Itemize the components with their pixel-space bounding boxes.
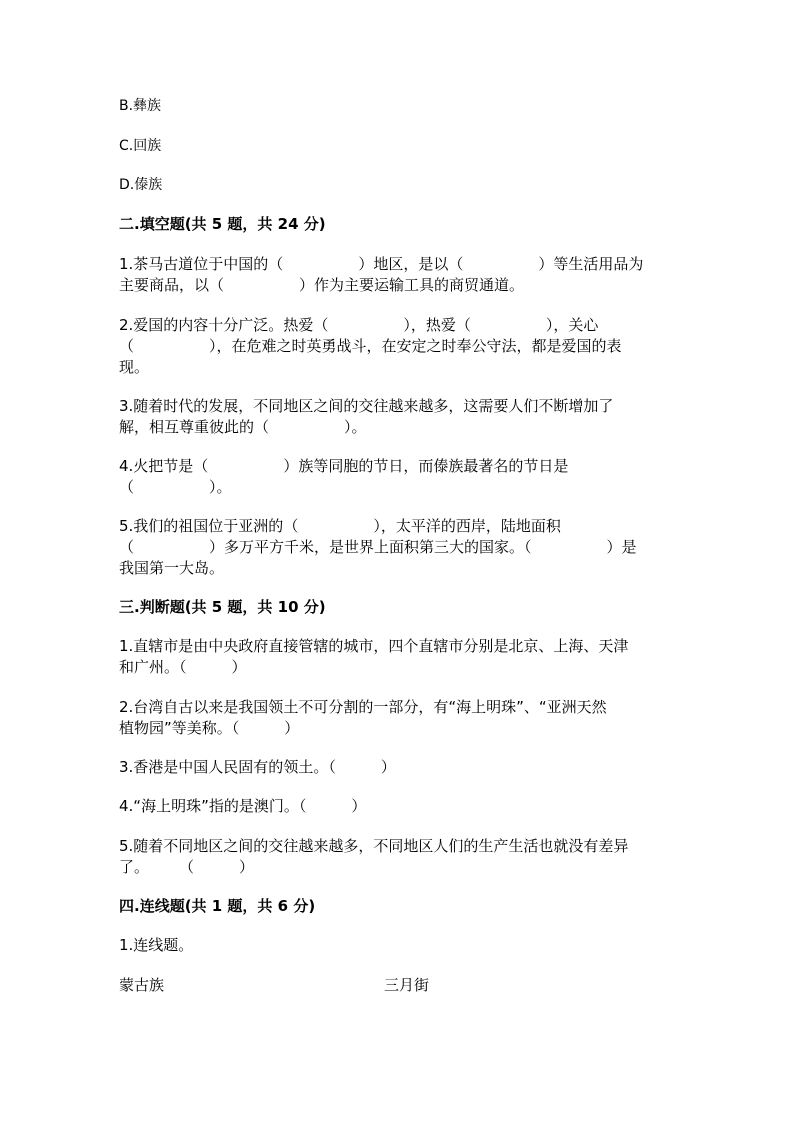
fill-question-1-line-1: 1.茶马古道位于中国的（ ）地区，是以（ ）等生活用品为: [119, 255, 644, 273]
tf-question-2-line-1: 2.台湾自古以来是我国领土不可分割的一部分，有“海上明珠”、“亚洲天然: [119, 698, 607, 716]
matching-right-item: 三月街: [384, 976, 430, 994]
tf-question-1-line-1: 1.直辖市是由中央政府直接管辖的城市，四个直辖市分别是北京、上海、天津: [119, 637, 629, 655]
section-heading-true-false: 三.判断题(共 5 题，共 10 分): [119, 598, 326, 616]
fill-question-2-line-1: 2.爱国的内容十分广泛。热爱（ ），热爱（ ），关心: [119, 316, 599, 334]
tf-question-5-line-2: 了。 （ ）: [119, 858, 255, 876]
fill-question-2-line-2: （ ），在危难之时英勇战斗，在安定之时奉公守法，都是爱国的表: [119, 337, 622, 355]
tf-question-4: 4.“海上明珠”指的是澳门。（ ）: [119, 797, 367, 815]
tf-question-3: 3.香港是中国人民固有的领土。（ ）: [119, 758, 396, 776]
fill-question-5-line-2: （ ）多万平方千米，是世界上面积第三大的国家。（ ）是: [119, 538, 637, 556]
tf-question-1-line-2: 和广州。（ ）: [119, 658, 247, 676]
fill-question-2-line-3: 现。: [119, 358, 150, 376]
fill-question-4-line-2: （ ）。: [119, 478, 232, 496]
option-c: C.回族: [119, 138, 162, 154]
option-b: B.彝族: [119, 98, 162, 114]
fill-question-3-line-1: 3.随着时代的发展，不同地区之间的交往越来越多，这需要人们不断增加了: [119, 397, 614, 415]
matching-question-1: 1.连线题。: [119, 936, 194, 954]
fill-question-5-line-1: 5.我们的祖国位于亚洲的（ ），太平洋的西岸，陆地面积: [119, 517, 561, 535]
section-heading-matching: 四.连线题(共 1 题，共 6 分): [119, 897, 316, 915]
section-heading-fill-blank: 二.填空题(共 5 题，共 24 分): [119, 215, 326, 233]
matching-left-item: 蒙古族: [119, 976, 165, 994]
tf-question-5-line-1: 5.随着不同地区之间的交往越来越多，不同地区人们的生产生活也就没有差异: [119, 837, 629, 855]
option-d: D.傣族: [119, 177, 163, 193]
fill-question-5-line-3: 我国第一大岛。: [119, 559, 225, 577]
fill-question-3-line-2: 解，相互尊重彼此的（ ）。: [119, 418, 367, 436]
fill-question-1-line-2: 主要商品，以（ ）作为主要运输工具的商贸通道。: [119, 276, 525, 294]
tf-question-2-line-2: 植物园”等美称。（ ）: [119, 719, 300, 737]
fill-question-4-line-1: 4.火把节是（ ）族等同胞的节日，而傣族最著名的节日是: [119, 457, 569, 475]
